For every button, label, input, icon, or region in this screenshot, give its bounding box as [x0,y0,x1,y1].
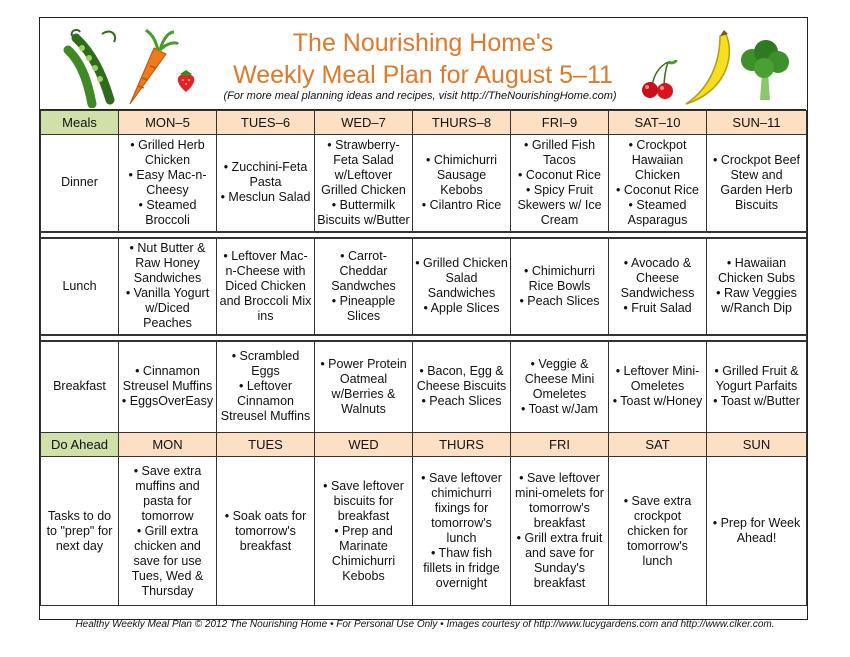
day-header: WED [315,433,413,457]
cell-item: • Hawaiian Chicken Subs [717,256,796,285]
task-cell [609,457,707,606]
day-header: TUES–6 [217,111,315,135]
day-header: FRI–9 [511,111,609,135]
cell-item: • Grilled Chicken Salad Sandwiches [415,256,508,300]
meal-plan-table [40,110,807,606]
day-header: THURS [413,433,511,457]
dinner-row [41,135,807,232]
meal-cell [609,341,707,433]
tasks-label: Tasks to do to "prep" for next day [41,457,119,606]
cell-item: • Steamed Asparagus [627,197,688,227]
cell-item: • Veggie & Cheese Mini Omeletes [524,356,595,401]
cell-item: • Zucchini-Feta Pasta [223,160,308,190]
day-header: SUN [707,433,807,457]
cell-item: • Avocado & Cheese Sandwichess [620,256,695,300]
cell-item: • Apple Slices [423,301,500,315]
tasks-row [41,457,807,606]
cell-item: • Toast w/Butter [713,394,800,409]
meal-cell [413,341,511,433]
cell-item: • Carrot-Cheddar Sandwches [331,248,396,293]
day-header: MON–5 [119,111,217,135]
cell-item: • Mesclun Salad [220,190,311,205]
do-ahead-header-row [41,433,807,457]
day-header: SAT–10 [609,111,707,135]
breakfast-row [41,341,807,433]
meal-cell [413,135,511,232]
breakfast-label: Breakfast [41,341,119,433]
cell-item: • Raw Veggies w/Ranch Dip [716,286,797,315]
cell-item: • Leftover Cinnamon Streusel Muffins [220,379,311,424]
meal-cell [609,135,707,232]
cell-item: • Steamed Broccoli [138,197,197,227]
cell-item: • Coconut Rice [616,182,699,197]
cell-item: • Nut Butter & Raw Honey Sandwiches [129,241,206,285]
meal-cell [707,135,807,232]
meals-label: Meals [41,111,119,135]
cell-item: • Scrambled Eggs [231,349,300,379]
dinner-label: Dinner [41,135,119,232]
cell-item: • Bacon, Egg & Cheese Biscuits [416,364,507,394]
meal-cell [217,238,315,335]
cell-item: • Cilantro Rice [421,197,502,212]
day-header: SUN–11 [707,111,807,135]
cell-item: • Peach Slices [421,394,502,409]
meal-cell [511,341,609,433]
cell-item: • Peach Slices [519,293,600,308]
day-header: WED–7 [315,111,413,135]
meal-plan-sheet [39,17,808,620]
cell-item: • Toast w/Jam [520,401,599,416]
meal-cell [609,238,707,335]
cell-item: • Save leftover mini-omelets for tomorrow's breakfast [515,471,604,530]
title-line-2: Weekly Meal Plan for August 5–11 [233,61,613,89]
cell-item: • Toast w/Honey [612,394,703,409]
cell-item: • Grilled Fish Tacos [523,137,596,167]
cell-item: • Cinnamon Streusel Muffins [122,364,213,394]
cell-item: • Chimichurri Sausage Kebobs [425,152,498,197]
meal-cell [315,238,413,335]
header [40,18,806,110]
meal-cell [217,341,315,433]
cell-item: • EggsOverEasy [121,394,214,409]
task-cell [217,457,315,606]
cell-item: • Save extra crockpot chicken for tomorrow's lunch [623,493,692,568]
cell-item: • Leftover Mac-n-Cheese with Diced Chicken and Broccoli Mix ins [219,248,312,323]
day-header: TUES [217,433,315,457]
cell-item: • Soak oats for tomorrow's breakfast [224,508,307,553]
meal-cell [119,238,217,335]
subtitle: (For more meal planning ideas and recipes, visit http://TheNourishingHome.com) [223,90,617,102]
task-cell [707,457,807,606]
cell-item: • Save leftover biscuits for breakfast [323,478,404,523]
footer: Healthy Weekly Meal Plan © 2012 The Nourishing Home • For Personal Use Only • Images courtesy of http://www.lucygardens.com and http://www.clker.com. [75,619,775,630]
cell-item: • Grilled Fruit & Yogurt Parfaits [714,364,799,394]
cell-item: • Crockpot Hawaiian Chicken [628,137,687,182]
do-ahead-label: Do Ahead [41,433,119,457]
meal-cell [119,135,217,232]
meal-cell [217,135,315,232]
cell-item: • Save extra muffins and pasta for tomorrow [133,463,202,523]
meal-cell [119,341,217,433]
cell-item: • Vanilla Yogurt w/Diced Peaches [125,286,210,330]
cell-item: • Grill extra fruit and save for Sunday's breakfast [516,531,603,590]
cell-item: • Prep and Marinate Chimichurri Kebobs [331,523,396,583]
cell-item: • Spicy Fruit Skewers w/ Ice Cream [517,182,602,227]
day-header: THURS–8 [413,111,511,135]
cell-item: • Crockpot Beef Stew and Garden Herb Biscuits [712,152,801,212]
cell-item: • Thaw fish fillets in fridge overnight [423,546,500,590]
meals-header-row [41,111,807,135]
cell-item: • Strawberry-Feta Salad w/Leftover Grilled Chicken [321,137,406,197]
lunch-row [41,238,807,335]
meal-cell [413,238,511,335]
cell-item: • Grill extra chicken and save for use Tues, Wed & Thursday [131,523,204,598]
meal-cell [511,135,609,232]
task-cell [315,457,413,606]
meal-cell [707,238,807,335]
cell-item: • Fruit Salad [623,301,692,315]
cell-item: • Easy Mac-n-Cheesy [128,167,207,197]
meal-cell [511,238,609,335]
meal-cell [315,341,413,433]
day-header: FRI [511,433,609,457]
cell-item: • Power Protein Oatmeal w/Berries & Walnuts [320,356,407,416]
lunch-label: Lunch [41,238,119,335]
cell-item: • Grilled Herb Chicken [130,137,205,167]
day-header: MON [119,433,217,457]
day-header: SAT [609,433,707,457]
task-cell [413,457,511,606]
meal-cell [315,135,413,232]
task-cell [119,457,217,606]
cell-item: • Pineapple Slices [331,293,396,323]
cell-item: • Chimichurri Rice Bowls [523,263,596,293]
title-line-1: The Nourishing Home's [292,29,554,57]
cell-item: • Coconut Rice [518,167,601,182]
cell-item: • Prep for Week Ahead! [712,516,801,545]
task-cell [511,457,609,606]
cell-item: • Save leftover chimichurri fixings for tomorrow's lunch [421,471,502,545]
meal-cell [707,341,807,433]
cell-item: • Buttermilk Biscuits w/Butter [317,197,410,227]
cell-item: • Leftover Mini-Omeletes [615,364,700,394]
